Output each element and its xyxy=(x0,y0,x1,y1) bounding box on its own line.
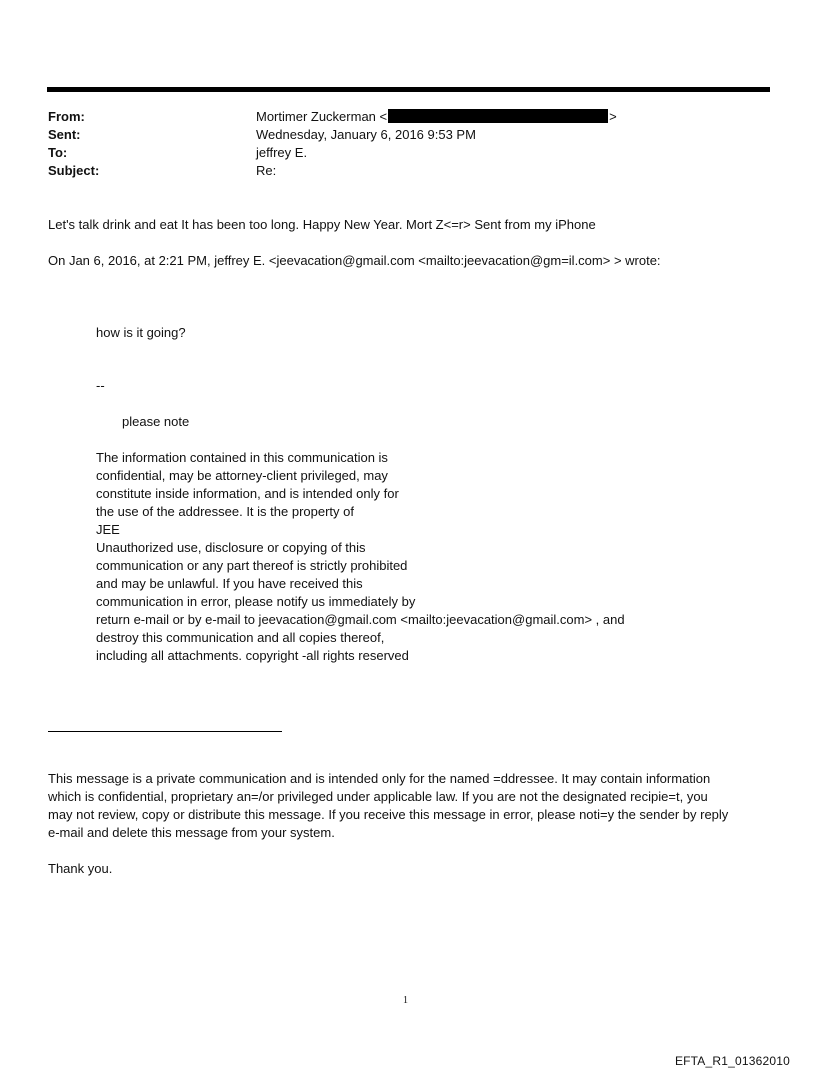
notice-line: This message is a private communication and is intended only for the named =ddressee. It may contain information xyxy=(48,771,711,786)
subject-label: Subject: xyxy=(48,163,100,178)
please-note: please note xyxy=(122,414,190,429)
quote-intro: On Jan 6, 2016, at 2:21 PM, jeffrey E. <jeevacation@gmail.com <mailto:jeevacation@gm=il.com> > wrote: xyxy=(48,253,661,268)
sent-label: Sent: xyxy=(48,127,81,142)
privacy-notice xyxy=(48,770,768,842)
sent-value: Wednesday, January 6, 2016 9:53 PM xyxy=(256,127,476,142)
bates-number: EFTA_R1_01362010 xyxy=(674,1054,790,1068)
to-value: jeffrey E. xyxy=(256,145,308,160)
disclaimer-line: destroy this communication and all copies thereof, xyxy=(96,630,385,645)
disclaimer-line: Unauthorized use, disclosure or copying of this xyxy=(96,540,366,555)
disclaimer-line: constitute inside information, and is intended only for xyxy=(96,486,399,501)
redacted-email-block xyxy=(388,109,608,123)
confidentiality-disclaimer xyxy=(96,449,625,665)
disclaimer-line: communication in error, please notify us immediately by xyxy=(96,594,416,609)
from-label: From: xyxy=(48,109,85,124)
quoted-message: how is it going? xyxy=(96,325,186,340)
disclaimer-line: the use of the addressee. It is the property of xyxy=(96,504,354,519)
disclaimer-line: including all attachments. copyright -all rights reserved xyxy=(96,648,409,663)
sender-name: Mortimer Zuckerman < xyxy=(256,109,388,124)
disclaimer-line: communication or any part thereof is strictly prohibited xyxy=(96,558,408,573)
header-divider xyxy=(47,87,770,92)
disclaimer-line: return e-mail or by e-mail to jeevacation@gmail.com <mailto:jeevacation@gmail.com> , and xyxy=(96,612,625,627)
thank-you: Thank you. xyxy=(48,861,113,876)
footer-divider xyxy=(48,731,282,732)
page-number: 1 xyxy=(403,995,408,1006)
disclaimer-line: confidential, may be attorney-client privileged, may xyxy=(96,468,388,483)
disclaimer-line: The information contained in this communication is xyxy=(96,450,388,465)
notice-line: which is confidential, proprietary an=/or privileged under applicable law. If you are not the designated recipie=t, you xyxy=(48,789,708,804)
from-value xyxy=(256,108,617,126)
notice-line: may not review, copy or distribute this message. If you receive this message in error, please noti=y the sender by reply xyxy=(48,807,729,822)
disclaimer-line: and may be unlawful. If you have received this xyxy=(96,576,363,591)
to-label: To: xyxy=(48,145,68,160)
notice-line: e-mail and delete this message from your system. xyxy=(48,825,335,840)
sender-email-close: > xyxy=(609,109,617,124)
reply-message: Let's talk drink and eat It has been too long. Happy New Year. Mort Z<=r> Sent from my iPhone xyxy=(48,217,596,232)
subject-value: Re: xyxy=(256,163,277,178)
disclaimer-line: JEE xyxy=(96,522,120,537)
signature-dash: -- xyxy=(96,378,105,393)
